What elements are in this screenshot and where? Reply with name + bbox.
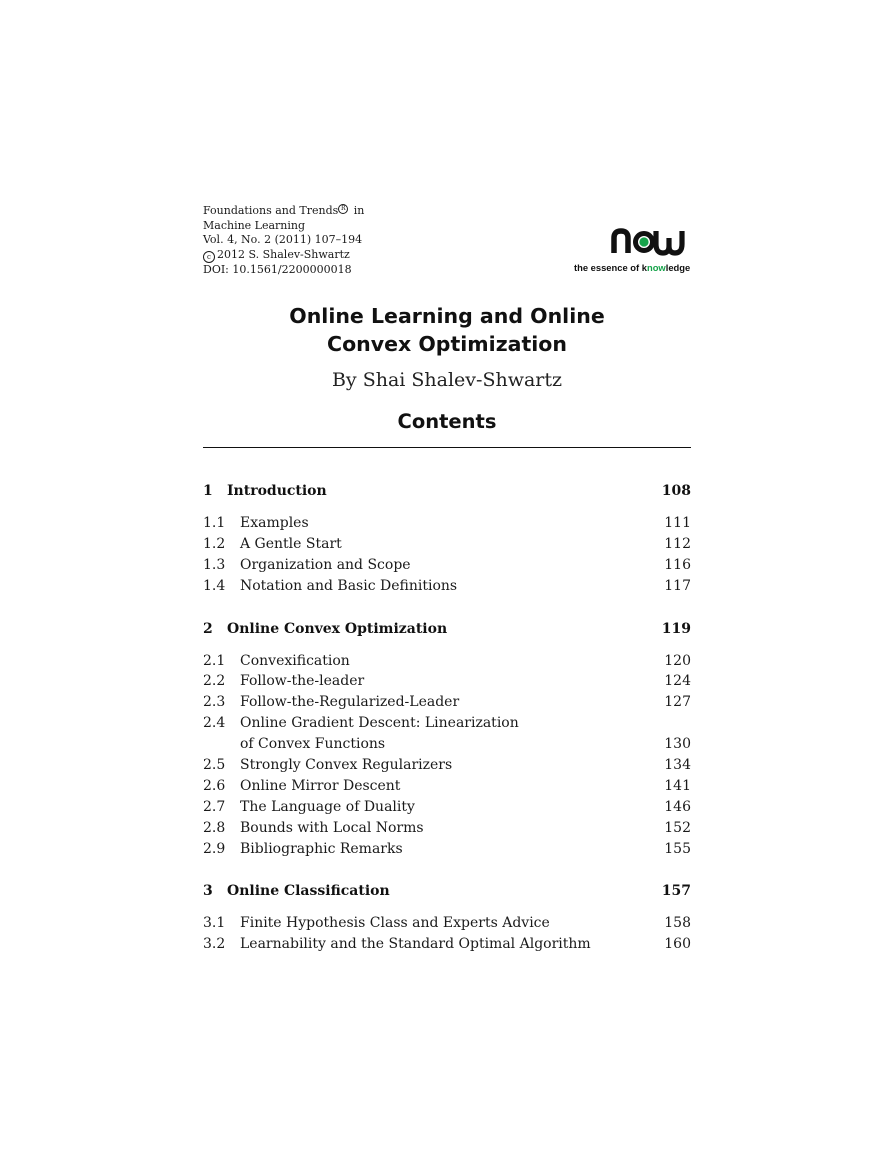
toc-chapter-3[interactable]: 3 Online Classification 157: [203, 883, 691, 900]
toc-section[interactable]: 2.9 Bibliographic Remarks 155: [203, 840, 691, 857]
table-of-contents: [203, 481, 691, 955]
journal-series: Foundations and Trends $^R$ in: [203, 204, 365, 217]
journal-name: Machine Learning: [203, 218, 306, 232]
toc-chapter-1-sections: [203, 513, 691, 597]
toc-section[interactable]: 2.1 Convexification 120: [203, 652, 691, 669]
copyright-icon: c: [203, 251, 215, 263]
toc-section-continued[interactable]: of Convex Functions 130: [240, 736, 691, 753]
toc-section[interactable]: 1.4 Notation and Basic Definitions 117: [203, 577, 691, 594]
toc-section[interactable]: 1.2 A Gentle Start 112: [203, 535, 691, 552]
toc-section[interactable]: 2.3 Follow-the-Regularized-Leader 127: [203, 694, 691, 711]
journal-info: [203, 204, 503, 277]
toc-chapter-2-sections: [203, 651, 691, 860]
journal-volume: Vol. 4, No. 2 (2011) 107–194: [203, 233, 363, 246]
toc-section[interactable]: 3.2 Learnability and the Standard Optimal Algorithm 160: [203, 936, 691, 953]
contents-heading: Contents: [397, 410, 497, 433]
logo-tagline: the essence of knowledge: [574, 262, 691, 273]
journal-copyright: c 2012 S. Shalev-Shwartz: [203, 248, 503, 263]
toc-section[interactable]: 2.7 The Language of Duality 146: [203, 798, 691, 815]
toc-chapter-3-sections: [203, 913, 691, 955]
toc-section[interactable]: 1.1 Examples 111: [203, 515, 691, 531]
toc-section[interactable]: 2.4 Online Gradient Descent: Linearization: [203, 715, 519, 732]
paper-title: Online Learning and Online Convex Optimization: [289, 304, 605, 356]
toc-chapter-2[interactable]: 2 Online Convex Optimization 119: [203, 620, 691, 637]
now-logo-mark: [574, 226, 694, 258]
toc-section[interactable]: 3.1 Finite Hypothesis Class and Experts Advice 158: [203, 915, 691, 932]
toc-chapter-1[interactable]: 1 Introduction 108: [203, 483, 691, 499]
toc-section[interactable]: 1.3 Organization and Scope 116: [203, 556, 691, 573]
journal-doi: DOI: 10.1561/2200000018: [203, 262, 352, 276]
registered-mark: R: [338, 202, 350, 211]
toc-section[interactable]: 2.8 Bounds with Local Norms 152: [203, 819, 691, 836]
toc-section[interactable]: 2.5 Strongly Convex Regularizers 134: [203, 757, 691, 774]
heading-rule: [203, 447, 691, 448]
author-line: By Shai Shalev-Shwartz: [331, 369, 563, 391]
toc-section[interactable]: 2.2 Follow-the-leader 124: [203, 673, 691, 690]
toc-section[interactable]: 2.6 Online Mirror Descent 141: [203, 777, 691, 794]
